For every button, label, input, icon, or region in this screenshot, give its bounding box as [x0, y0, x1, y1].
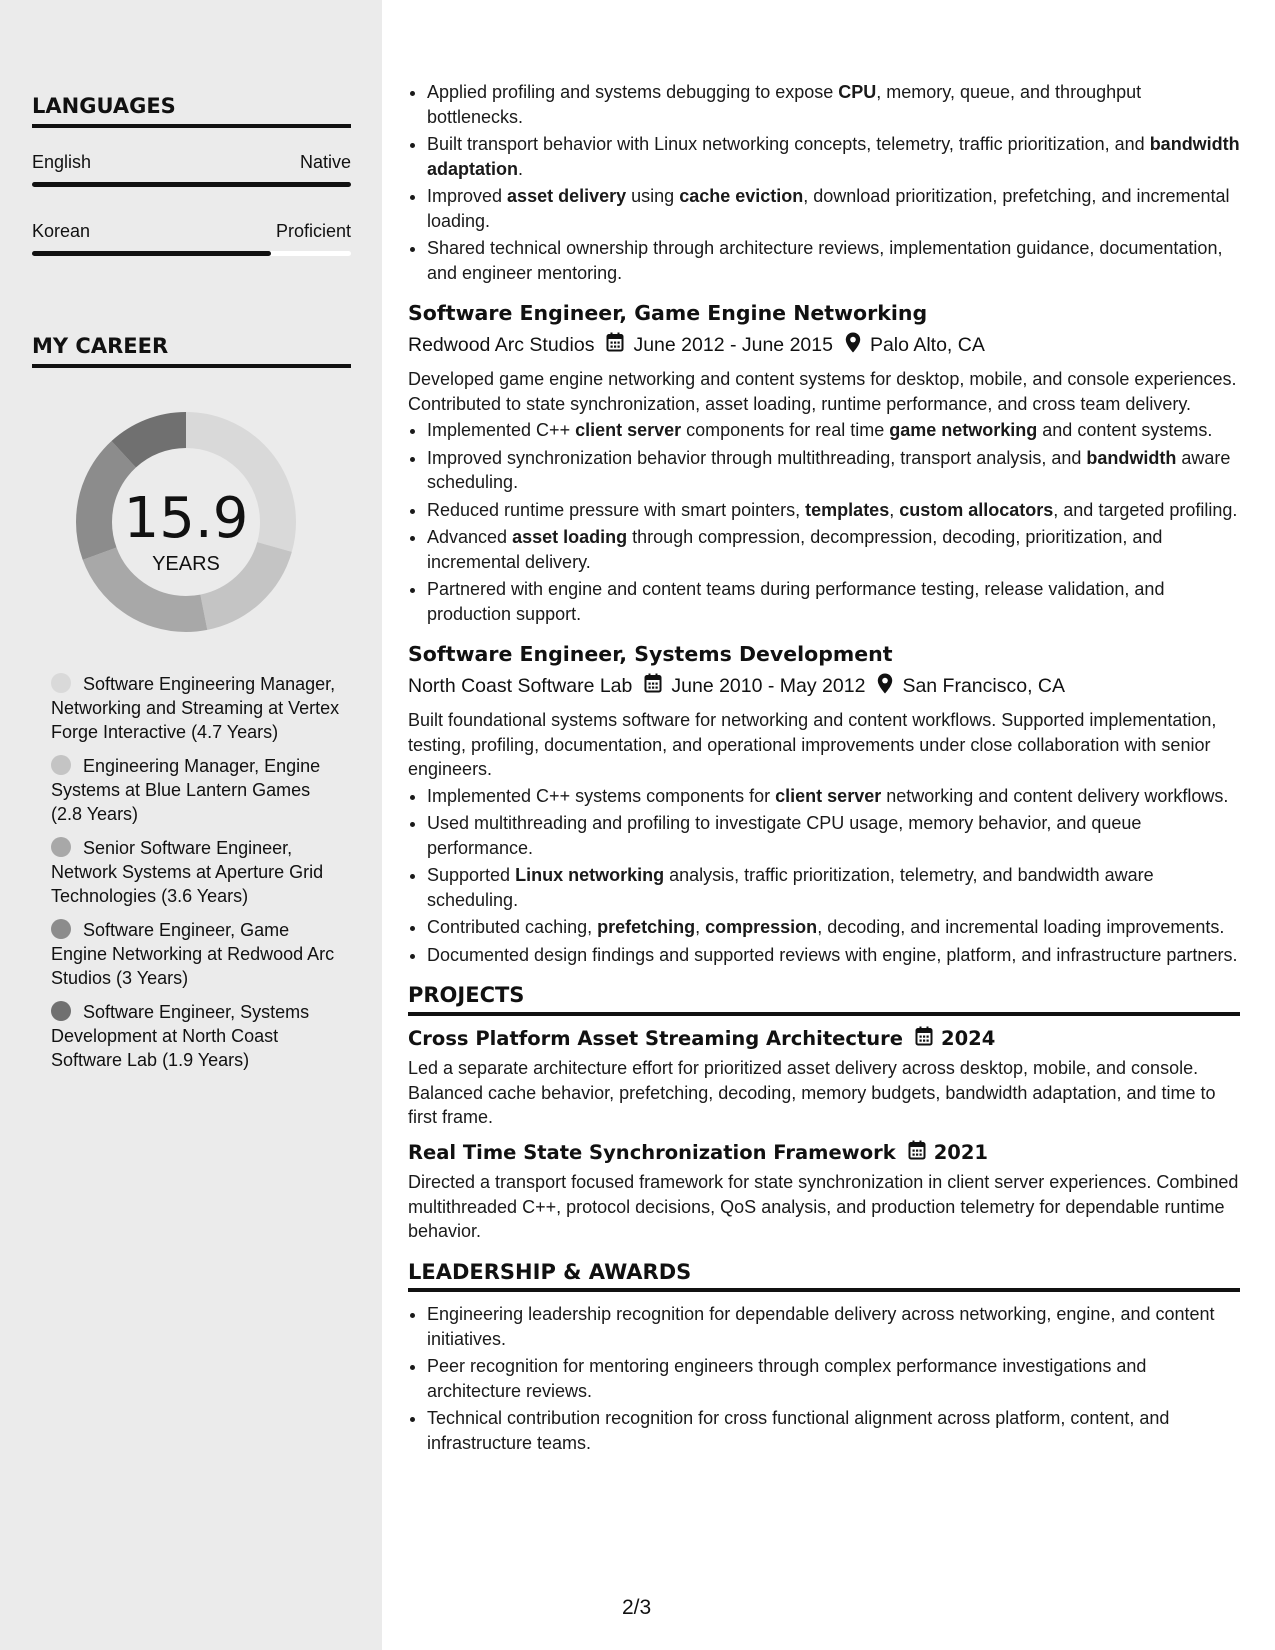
- bullet-item: [427, 784, 1240, 809]
- text-run: and content systems.: [1037, 420, 1213, 440]
- text-run: Reduced runtime pressure with smart pointers,: [427, 499, 806, 520]
- job-bullets: [408, 418, 1240, 626]
- bold-keyword: CPU: [838, 82, 877, 102]
- bullet-item: [427, 236, 1240, 285]
- bold-keyword: asset delivery: [507, 186, 627, 206]
- text-run: Implemented C++ systems components for: [427, 785, 776, 806]
- bold-keyword: game networking: [889, 420, 1038, 440]
- career-legend: [51, 672, 341, 1082]
- text-run: Advanced: [427, 527, 513, 547]
- job-description: Developed game engine networking and content systems for desktop, mobile, and console experiences. Contributed to state synchronization, asset loading, runtime performance, and cross team delivery.: [408, 369, 1237, 414]
- text-run: , memory, queue, and throughput bottlenecks.: [427, 82, 1142, 127]
- award-item: • Engineering leadership recognition for dependable delivery across networking, engine, and content initiatives.: [427, 1302, 1240, 1351]
- text-run: Contributed caching,: [427, 917, 598, 937]
- language-proficiency-fill: [32, 182, 351, 187]
- text-run: Implemented C++: [427, 420, 576, 440]
- calendar-icon: [908, 1140, 926, 1167]
- legend-label: Software Engineering Manager, Networking and Streaming at Vertex Forge Interactive (4.7 Years): [51, 674, 340, 742]
- project-title-row: [408, 1026, 1240, 1053]
- bullet-item: [427, 184, 1240, 233]
- main-content: [408, 80, 1240, 1458]
- language-proficiency-bar: [32, 182, 351, 187]
- text-run: Shared technical ownership through architecture reviews, implementation guidance, documentation, and engineer mentoring.: [427, 238, 1223, 283]
- legend-label: Software Engineer, Systems Development at North Coast Software Lab (1.9 Years): [51, 1002, 310, 1070]
- bold-keyword: client server: [775, 785, 882, 806]
- award-item: • Peer recognition for mentoring engineers through complex performance investigations and architecture reviews.: [427, 1354, 1240, 1403]
- legend-dot: [51, 673, 71, 693]
- bullet-item: [427, 577, 1240, 626]
- text-run: networking and content delivery workflows.: [881, 785, 1229, 806]
- language-proficiency-fill: [32, 251, 271, 256]
- bold-keyword: client server: [575, 420, 682, 440]
- language-name: Korean: [32, 221, 91, 241]
- text-run: Supported: [427, 865, 516, 885]
- project-title: Cross Platform Asset Streaming Architecture: [408, 1026, 904, 1050]
- page-number: 2/3: [622, 1596, 652, 1619]
- company-name: Redwood Arc Studios: [408, 334, 595, 356]
- bold-keyword: custom allocators: [899, 499, 1054, 520]
- text-run: , and targeted profiling.: [1053, 499, 1238, 520]
- legend-label: Senior Software Engineer, Network Systems at Aperture Grid Technologies (3.6 Years): [51, 838, 324, 906]
- job-description: Built foundational systems software for networking and content workflows. Supported implementation, testing, profiling, documentation, and operational improvements under close collaboration with senior engineers.: [408, 710, 1217, 779]
- text-run: Applied profiling and systems debugging to expose: [427, 82, 839, 102]
- legend-dot: [51, 837, 71, 857]
- calendar-icon: [606, 332, 624, 359]
- project-description: Directed a transport focused framework for state synchronization in client server experiences. Combined multithreaded C++, protocol decisions, QoS analysis, and production telemetry for dependable runtime behavior.: [408, 1172, 1239, 1241]
- languages-heading: LANGUAGES: [32, 94, 351, 128]
- legend-dot: [51, 919, 71, 939]
- job-dates: June 2012 - June 2015: [633, 334, 833, 356]
- award-item: • Technical contribution recognition for cross functional alignment across platform, content, and infrastructure teams.: [427, 1406, 1240, 1455]
- career-legend-item: [51, 918, 341, 990]
- text-run: using: [626, 186, 680, 206]
- legend-label: Engineering Manager, Engine Systems at Blue Lantern Games (2.8 Years): [51, 756, 321, 824]
- project-entry: [408, 1140, 1240, 1244]
- experience-list: [408, 301, 1240, 967]
- bullet-item: [427, 446, 1240, 495]
- awards-list: [408, 1302, 1240, 1455]
- bold-keyword: compression: [705, 917, 818, 937]
- projects-heading: PROJECTS: [408, 983, 1240, 1016]
- text-run: Built transport behavior with Linux networking concepts, telemetry, traffic prioritization, and: [427, 134, 1150, 154]
- job-entry: [408, 301, 1240, 626]
- job-location: San Francisco, CA: [902, 675, 1065, 697]
- projects-list: [408, 1026, 1240, 1244]
- bold-keyword: bandwidth adaptation: [427, 134, 1240, 179]
- career-heading: MY CAREER: [32, 334, 351, 368]
- job-meta: [408, 673, 1240, 701]
- career-legend-item: [51, 754, 341, 826]
- text-run: components for real time: [681, 420, 890, 440]
- project-year: 2024: [941, 1026, 996, 1050]
- bold-keyword: cache eviction: [679, 186, 804, 206]
- job-title: Software Engineer, Game Engine Networking: [408, 301, 928, 325]
- text-run: Used multithreading and profiling to investigate CPU usage, memory behavior, and queue performance.: [427, 813, 1142, 858]
- calendar-icon: [644, 673, 662, 700]
- bullet-item: [427, 525, 1240, 574]
- map-pin-icon: [877, 673, 893, 701]
- text-run: ,: [889, 499, 900, 520]
- bullet-item: [427, 80, 1240, 129]
- job-title: Software Engineer, Systems Development: [408, 642, 893, 666]
- career-legend-item: [51, 672, 341, 744]
- project-description: Led a separate architecture effort for prioritized asset delivery across desktop, mobile, and console. Balanced cache behavior, prefetching, decoding, memory budgets, bandwidth adaptation, and time to first frame.: [408, 1058, 1216, 1127]
- project-year: 2021: [933, 1140, 988, 1164]
- bullet-item: [427, 915, 1240, 940]
- bullet-item: [427, 943, 1240, 968]
- previous-job-bullets: [408, 80, 1240, 285]
- bold-keyword: Linux networking: [515, 865, 665, 885]
- text-run: through compression, decompression, decoding, prioritization, and incremental delivery.: [427, 527, 1163, 572]
- bullet-item: [427, 811, 1240, 860]
- text-run: Improved: [427, 186, 508, 206]
- legend-dot: [51, 1001, 71, 1021]
- language-name: English: [32, 152, 92, 172]
- job-meta: [408, 332, 1240, 360]
- language-level: Proficient: [275, 221, 351, 241]
- bullet-item: [427, 863, 1240, 912]
- career-legend-item: [51, 1000, 341, 1072]
- sidebar: [0, 0, 382, 1650]
- text-run: Documented design findings and supported reviews with engine, platform, and infrastructure partners.: [427, 944, 1238, 965]
- text-run: , download prioritization, prefetching, and incremental loading.: [427, 186, 1230, 231]
- project-title-row: [408, 1140, 1240, 1167]
- text-run: analysis, traffic prioritization, telemetry, and bandwidth aware scheduling.: [427, 865, 1154, 910]
- text-run: aware scheduling.: [427, 447, 1231, 492]
- text-run: .: [518, 158, 524, 179]
- bullet-item: [427, 132, 1240, 181]
- awards-heading: LEADERSHIP & AWARDS: [408, 1260, 1240, 1293]
- bullet-item: [427, 418, 1240, 443]
- job-location: Palo Alto, CA: [869, 334, 985, 356]
- job-bullets: [408, 784, 1240, 968]
- career-legend-item: [51, 836, 341, 908]
- bold-keyword: templates: [805, 499, 890, 520]
- language-level: Native: [299, 152, 351, 172]
- map-pin-icon: [845, 332, 861, 360]
- job-entry: [408, 642, 1240, 967]
- bold-keyword: prefetching: [597, 917, 696, 937]
- bullet-item: [427, 498, 1240, 523]
- career-total-value: 15.9: [123, 486, 249, 551]
- bold-keyword: asset loading: [512, 527, 628, 547]
- language-proficiency-bar: [32, 251, 351, 256]
- text-run: , decoding, and incremental loading improvements.: [817, 917, 1225, 937]
- company-name: North Coast Software Lab: [408, 675, 633, 697]
- legend-dot: [51, 755, 71, 775]
- calendar-icon: [915, 1026, 933, 1053]
- career-donut-chart: [66, 402, 306, 642]
- legend-label: Software Engineer, Game Engine Networking at Redwood Arc Studios (3 Years): [51, 920, 335, 988]
- project-title: Real Time State Synchronization Framework: [408, 1140, 896, 1164]
- text-run: ,: [695, 917, 706, 937]
- job-dates: June 2010 - May 2012: [671, 675, 866, 697]
- bold-keyword: bandwidth: [1086, 447, 1177, 468]
- project-entry: [408, 1026, 1240, 1130]
- career-total-unit: YEARS: [152, 553, 220, 575]
- text-run: Improved synchronization behavior through multithreading, transport analysis, and: [427, 447, 1087, 468]
- text-run: Partnered with engine and content teams during performance testing, release validation, and production support.: [427, 579, 1165, 624]
